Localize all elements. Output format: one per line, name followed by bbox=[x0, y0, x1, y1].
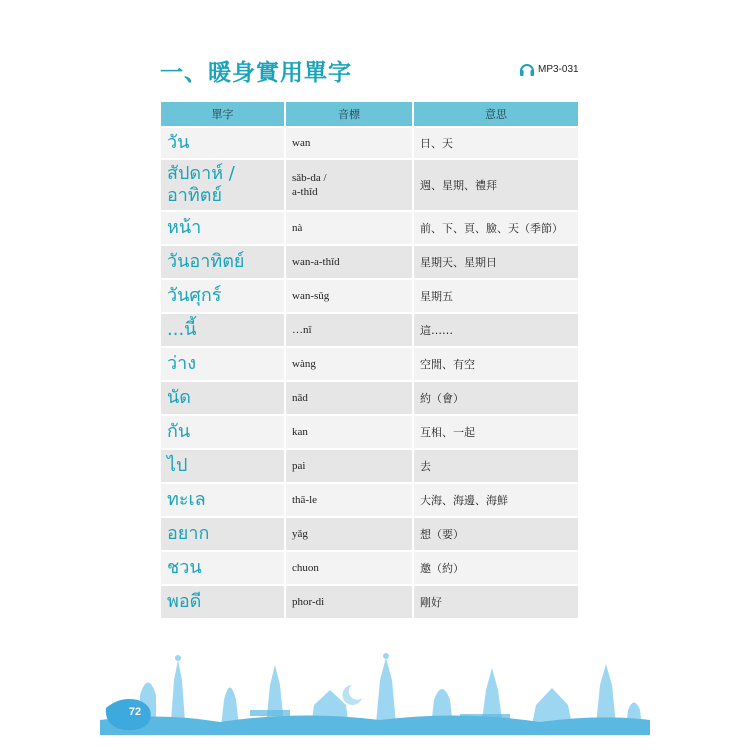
headphones-icon bbox=[519, 62, 535, 76]
table-row bbox=[161, 552, 578, 584]
thai-word: ...นี้ bbox=[161, 314, 284, 346]
meaning: 空閒、有空 bbox=[414, 348, 578, 380]
meaning: 星期五 bbox=[414, 280, 578, 312]
audio-track[interactable] bbox=[519, 62, 579, 76]
table-row bbox=[161, 518, 578, 550]
table-row bbox=[161, 450, 578, 482]
table-header-row bbox=[161, 102, 578, 126]
thai-word: วันอาทิตย์ bbox=[161, 246, 284, 278]
meaning: 前、下、頁、臉、天（季節） bbox=[414, 212, 578, 244]
phonetic: pai bbox=[286, 450, 412, 482]
page-title: 一、暖身實用單字 bbox=[160, 60, 352, 86]
meaning: 約（會） bbox=[414, 382, 578, 414]
thai-word: หน้า bbox=[161, 212, 284, 244]
thai-word: พอดี bbox=[161, 586, 284, 618]
footer-decoration bbox=[100, 650, 650, 735]
thai-word: อยาก bbox=[161, 518, 284, 550]
phonetic: yǎg bbox=[286, 518, 412, 550]
phonetic: kan bbox=[286, 416, 412, 448]
table-row bbox=[161, 586, 578, 618]
table-row bbox=[161, 128, 578, 158]
vocabulary-table bbox=[159, 100, 580, 620]
meaning: 剛好 bbox=[414, 586, 578, 618]
page-number: 72 bbox=[128, 706, 142, 718]
thai-word: วัน bbox=[161, 128, 284, 158]
meaning: 週、星期、禮拜 bbox=[414, 160, 578, 210]
phonetic: phor-di bbox=[286, 586, 412, 618]
meaning: 去 bbox=[414, 450, 578, 482]
table-row bbox=[161, 280, 578, 312]
meaning: 大海、海邊、海鮮 bbox=[414, 484, 578, 516]
column-header-phonetic: 音標 bbox=[286, 102, 412, 126]
phonetic: …nǐ bbox=[286, 314, 412, 346]
table-row bbox=[161, 246, 578, 278]
column-header-word: 單字 bbox=[161, 102, 284, 126]
thai-word: ว่าง bbox=[161, 348, 284, 380]
column-header-meaning: 意思 bbox=[414, 102, 578, 126]
thai-word: ไป bbox=[161, 450, 284, 482]
table-row bbox=[161, 484, 578, 516]
phonetic: nād bbox=[286, 382, 412, 414]
phonetic: chuon bbox=[286, 552, 412, 584]
meaning: 這…… bbox=[414, 314, 578, 346]
thai-word: วันศุกร์ bbox=[161, 280, 284, 312]
phonetic: wan-sǔg bbox=[286, 280, 412, 312]
meaning: 日、天 bbox=[414, 128, 578, 158]
phonetic: wan-a-thǐd bbox=[286, 246, 412, 278]
phonetic: nà bbox=[286, 212, 412, 244]
phonetic: thā-le bbox=[286, 484, 412, 516]
audio-track-label: MP3-031 bbox=[538, 63, 579, 75]
thai-word: กัน bbox=[161, 416, 284, 448]
phonetic: wan bbox=[286, 128, 412, 158]
table-row bbox=[161, 348, 578, 380]
thai-word: นัด bbox=[161, 382, 284, 414]
table-row bbox=[161, 382, 578, 414]
table-row bbox=[161, 416, 578, 448]
meaning: 邀（約） bbox=[414, 552, 578, 584]
table-row bbox=[161, 212, 578, 244]
meaning: 互相、一起 bbox=[414, 416, 578, 448]
phonetic: wàng bbox=[286, 348, 412, 380]
table-row bbox=[161, 160, 578, 210]
thai-word: ชวน bbox=[161, 552, 284, 584]
table-row bbox=[161, 314, 578, 346]
meaning: 星期天、星期日 bbox=[414, 246, 578, 278]
thai-word: สัปดาห์ / อาทิตย์ bbox=[161, 160, 284, 210]
thai-word: ทะเล bbox=[161, 484, 284, 516]
phonetic: sǎb-da / a-thǐd bbox=[286, 160, 412, 210]
meaning: 想（要） bbox=[414, 518, 578, 550]
